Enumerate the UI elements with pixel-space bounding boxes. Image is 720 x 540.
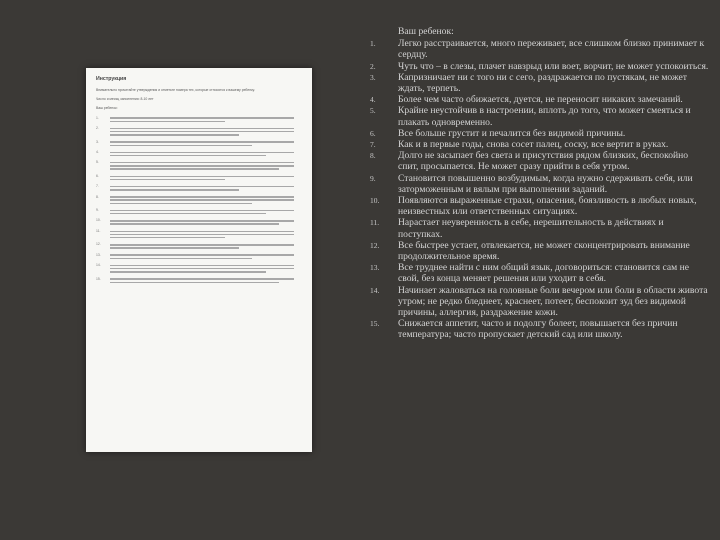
thumbnail-subheading: Ваш ребенок: <box>96 106 118 111</box>
symptom-list <box>370 38 710 341</box>
thumbnail-item-text-lines <box>110 277 302 285</box>
list-item-text: Как и в первые годы, снова сосет палец, соску, все вертит в руках. <box>398 139 669 151</box>
thumbnail-item <box>96 253 302 261</box>
list-item-text: Все быстрее устает, отвлекается, не может сконцентрировать внимание продолжительное время. <box>398 239 690 263</box>
list-item-number: 11. <box>370 218 380 228</box>
thumbnail-item <box>96 150 302 158</box>
list-item-number: 14. <box>370 285 380 295</box>
thumbnail-item-number: 5. <box>96 160 99 165</box>
list-item-number: 9. <box>370 173 376 183</box>
thumbnail-item-number: 12. <box>96 242 101 247</box>
thumbnail-date-line: Число и месяц заполнения: 8-10 лет <box>96 97 154 102</box>
list-heading: Ваш ребенок: <box>398 26 454 37</box>
thumbnail-item-number: 4. <box>96 149 99 154</box>
list-item-text: Долго не засыпает без света и присутствия рядом близких, беспокойно спит, просыпается. Не может сразу прийти в себя утром. <box>398 150 689 173</box>
list-item-number: 2. <box>370 61 376 71</box>
thumbnail-item <box>96 160 302 171</box>
thumbnail-item-number: 2. <box>96 125 99 130</box>
thumbnail-item <box>96 174 302 182</box>
list-item-text: Нарастает неуверенность в себе, нерешительность в действиях и поступках. <box>398 217 664 240</box>
thumbnail-item-text-lines <box>110 140 302 148</box>
list-item-text: Крайне неустойчив в настроении, вплоть до того, что может смеяться и плакать одновременно. <box>398 105 691 128</box>
thumbnail-item-number: 9. <box>96 208 99 213</box>
thumbnail-item-number: 8. <box>96 194 99 199</box>
thumbnail-item-text-lines <box>110 160 302 171</box>
list-item <box>370 105 710 128</box>
thumbnail-item-text-lines <box>110 242 302 250</box>
list-item-text: Все труднее найти с ним общий язык, договориться: становится сам не свой, без конца меняет решения или уходит в себя. <box>398 262 689 285</box>
thumbnail-item-number: 7. <box>96 184 99 189</box>
thumbnail-item-number: 15. <box>96 276 101 281</box>
list-item-number: 4. <box>370 95 376 105</box>
list-item-text: Появляются выраженные страхи, опасения, боязливость в любых новых, неизвестных или ответственных ситуациях. <box>398 195 697 218</box>
list-item-text: Все больше грустит и печалится без видимой причины. <box>398 127 626 139</box>
thumbnail-item-number: 11. <box>96 228 101 233</box>
thumbnail-item <box>96 184 302 192</box>
thumbnail-intro: Внимательно прочитайте утверждения и отметьте номера тех, которые относятся к вашему ребенку. <box>96 88 255 92</box>
list-item <box>370 284 710 319</box>
list-item <box>370 94 710 106</box>
list-item-text: Снижается аппетит, часто и подолгу болеет, повышается без причин температура; часто пропускает детский сад или школу. <box>398 318 678 341</box>
thumbnail-item-text-lines <box>110 229 302 240</box>
thumbnail-item <box>96 208 302 216</box>
thumbnail-title: Инструкция <box>96 76 127 82</box>
thumbnail-item <box>96 277 302 285</box>
thumbnail-item <box>96 218 302 226</box>
thumbnail-item-text-lines <box>110 150 302 158</box>
list-item <box>370 262 710 285</box>
list-item <box>370 38 710 61</box>
list-item-number: 5. <box>370 106 376 116</box>
list-item-number: 8. <box>370 151 376 161</box>
thumbnail-item <box>96 126 302 137</box>
list-item-text: Чуть что – в слезы, плачет навзрыд или воет, ворчит, не может успокоиться. <box>398 60 709 72</box>
list-item-number: 15. <box>370 319 380 329</box>
thumbnail-item-text-lines <box>110 126 302 137</box>
document-text <box>370 26 710 341</box>
thumbnail-item <box>96 263 302 274</box>
list-item-number: 3. <box>370 72 376 82</box>
list-item <box>370 217 710 240</box>
thumbnail-item <box>96 229 302 240</box>
thumbnail-item-text-lines <box>110 174 302 182</box>
list-item <box>370 127 710 139</box>
list-item-number: 13. <box>370 263 380 273</box>
thumbnail-item-text-lines <box>110 208 302 216</box>
thumbnail-item <box>96 242 302 250</box>
thumbnail-item-text-lines <box>110 253 302 261</box>
document-thumbnail <box>86 68 312 452</box>
list-item <box>370 60 710 72</box>
list-item-text: Легко расстраивается, много переживает, все слишком близко принимает к сердцу. <box>398 38 705 61</box>
list-item-text: Капризничает ни с того ни с сего, раздражается по пустякам, не может ждать, терпеть. <box>398 71 687 95</box>
thumbnail-list <box>96 116 302 285</box>
list-item-number: 12. <box>370 240 380 250</box>
list-item <box>370 239 710 263</box>
thumbnail-item-text-lines <box>110 263 302 274</box>
list-item <box>370 71 710 95</box>
list-item-number: 6. <box>370 128 376 138</box>
thumbnail-item-text-lines <box>110 184 302 192</box>
thumbnail-item-number: 1. <box>96 115 99 120</box>
list-item-text: Более чем часто обижается, дуется, не переносит никаких замечаний. <box>398 94 683 106</box>
thumbnail-item <box>96 195 302 206</box>
list-item-text: Становится повышенно возбудимым, когда нужно сдерживать себя, или заторможенным и вялым при выполнении заданий. <box>398 172 693 195</box>
list-item-text: Начинает жаловаться на головные боли вечером или боли в области живота утром; не редко бледнеет, краснеет, потеет, беспокоит зуд без видимой причины, аллергия, раздражение кожи. <box>398 284 708 319</box>
thumbnail-item-text-lines <box>110 116 302 124</box>
list-item <box>370 318 710 341</box>
thumbnail-item-text-lines <box>110 218 302 226</box>
thumbnail-item-number: 14. <box>96 263 101 268</box>
list-item <box>370 195 710 218</box>
list-item-number: 7. <box>370 140 376 150</box>
list-item <box>370 172 710 195</box>
list-item <box>370 150 710 173</box>
list-item-number: 10. <box>370 196 380 206</box>
thumbnail-item <box>96 140 302 148</box>
thumbnail-item-number: 13. <box>96 252 101 257</box>
thumbnail-item-number: 10. <box>96 218 101 223</box>
list-item <box>370 139 710 151</box>
list-item-number: 1. <box>370 39 376 49</box>
thumbnail-item-text-lines <box>110 195 302 206</box>
thumbnail-item-number: 3. <box>96 139 99 144</box>
thumbnail-item <box>96 116 302 124</box>
thumbnail-item-number: 6. <box>96 173 99 178</box>
